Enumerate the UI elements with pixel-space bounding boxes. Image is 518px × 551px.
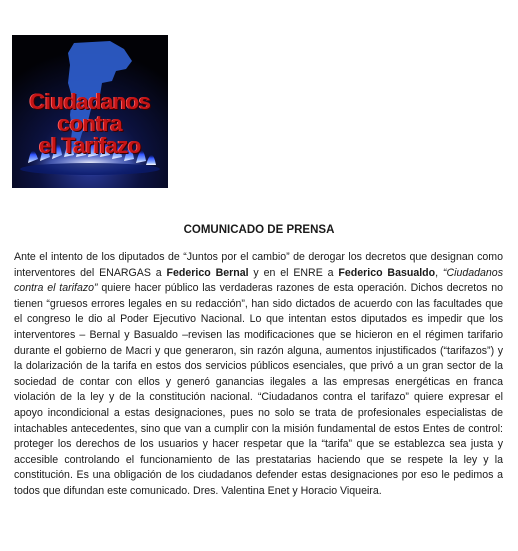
- ciudadanos-contra-el-tarifazo-logo: [12, 35, 168, 188]
- press-release-title: COMUNICADO DE PRENSA: [183, 224, 335, 236]
- body-text-1: Ante el intento de los diputados de “Juntos por el cambio” de derogar los decretos que designan como interventores del ENARGAS a: [14, 251, 503, 279]
- press-release-body: [14, 250, 503, 500]
- body-text-2: y en el ENRE a: [248, 266, 339, 279]
- logo-line-3: el Tarifazo: [39, 133, 141, 158]
- logo-line-2: contra: [57, 111, 123, 136]
- name-federico-bernal: Federico Bernal: [166, 266, 249, 279]
- name-federico-basualdo: Federico Basualdo: [338, 266, 436, 279]
- body-text-4: quiere hacer público las verdaderas razones de esta operación. Dichos decretos no tienen “gruesos errores legales en su redacción”, han sido dictados de acuerdo con las facultades que el congreso le dio al Poder Ejecutivo Nacional. Lo que intentan estos diputados es impedir que los interventores – Bernal y Basualdo –revisen las modificaciones que se hicieron en el régimen tarifario durante el gobierno de Macri y que generaron, sin razón alguna, aumentos injustificados (“tarifazos”) y la dolarización de la tarifa en estos dos servicios públicos esenciales, que privó a un gran sector de la sociedad de contar con ellos y generó ganancias ilegales a las empresas energéticas en franca violación de la ley y de la constitución nacional. “Ciudadanos contra el tarifazo” quiere expresar el apoyo incondicional a estas designaciones, pues no solo se trata de profesionales especialistas de intachables antecedentes, sino que van a cumplir con la misión fundamental de estos Entes de control: proteger los derechos de los usuarios y hacer respetar que la “tarifa” que se establezca sea justa y accesible controlando el funcionamiento de las prestatarias haciendo que se respete la ley y la constitución. Es una obligación de los ciudadanos defender estas designaciones por eso le pedimos a todos que difundan este comunicado. Dres. Valentina Enet y Horacio Viqueira.: [14, 282, 503, 497]
- group-name: “Ciudadanos contra el tarifazo”: [14, 266, 503, 295]
- body-text-3: ,: [435, 266, 443, 279]
- logo-line-1: Ciudadanos: [29, 89, 151, 114]
